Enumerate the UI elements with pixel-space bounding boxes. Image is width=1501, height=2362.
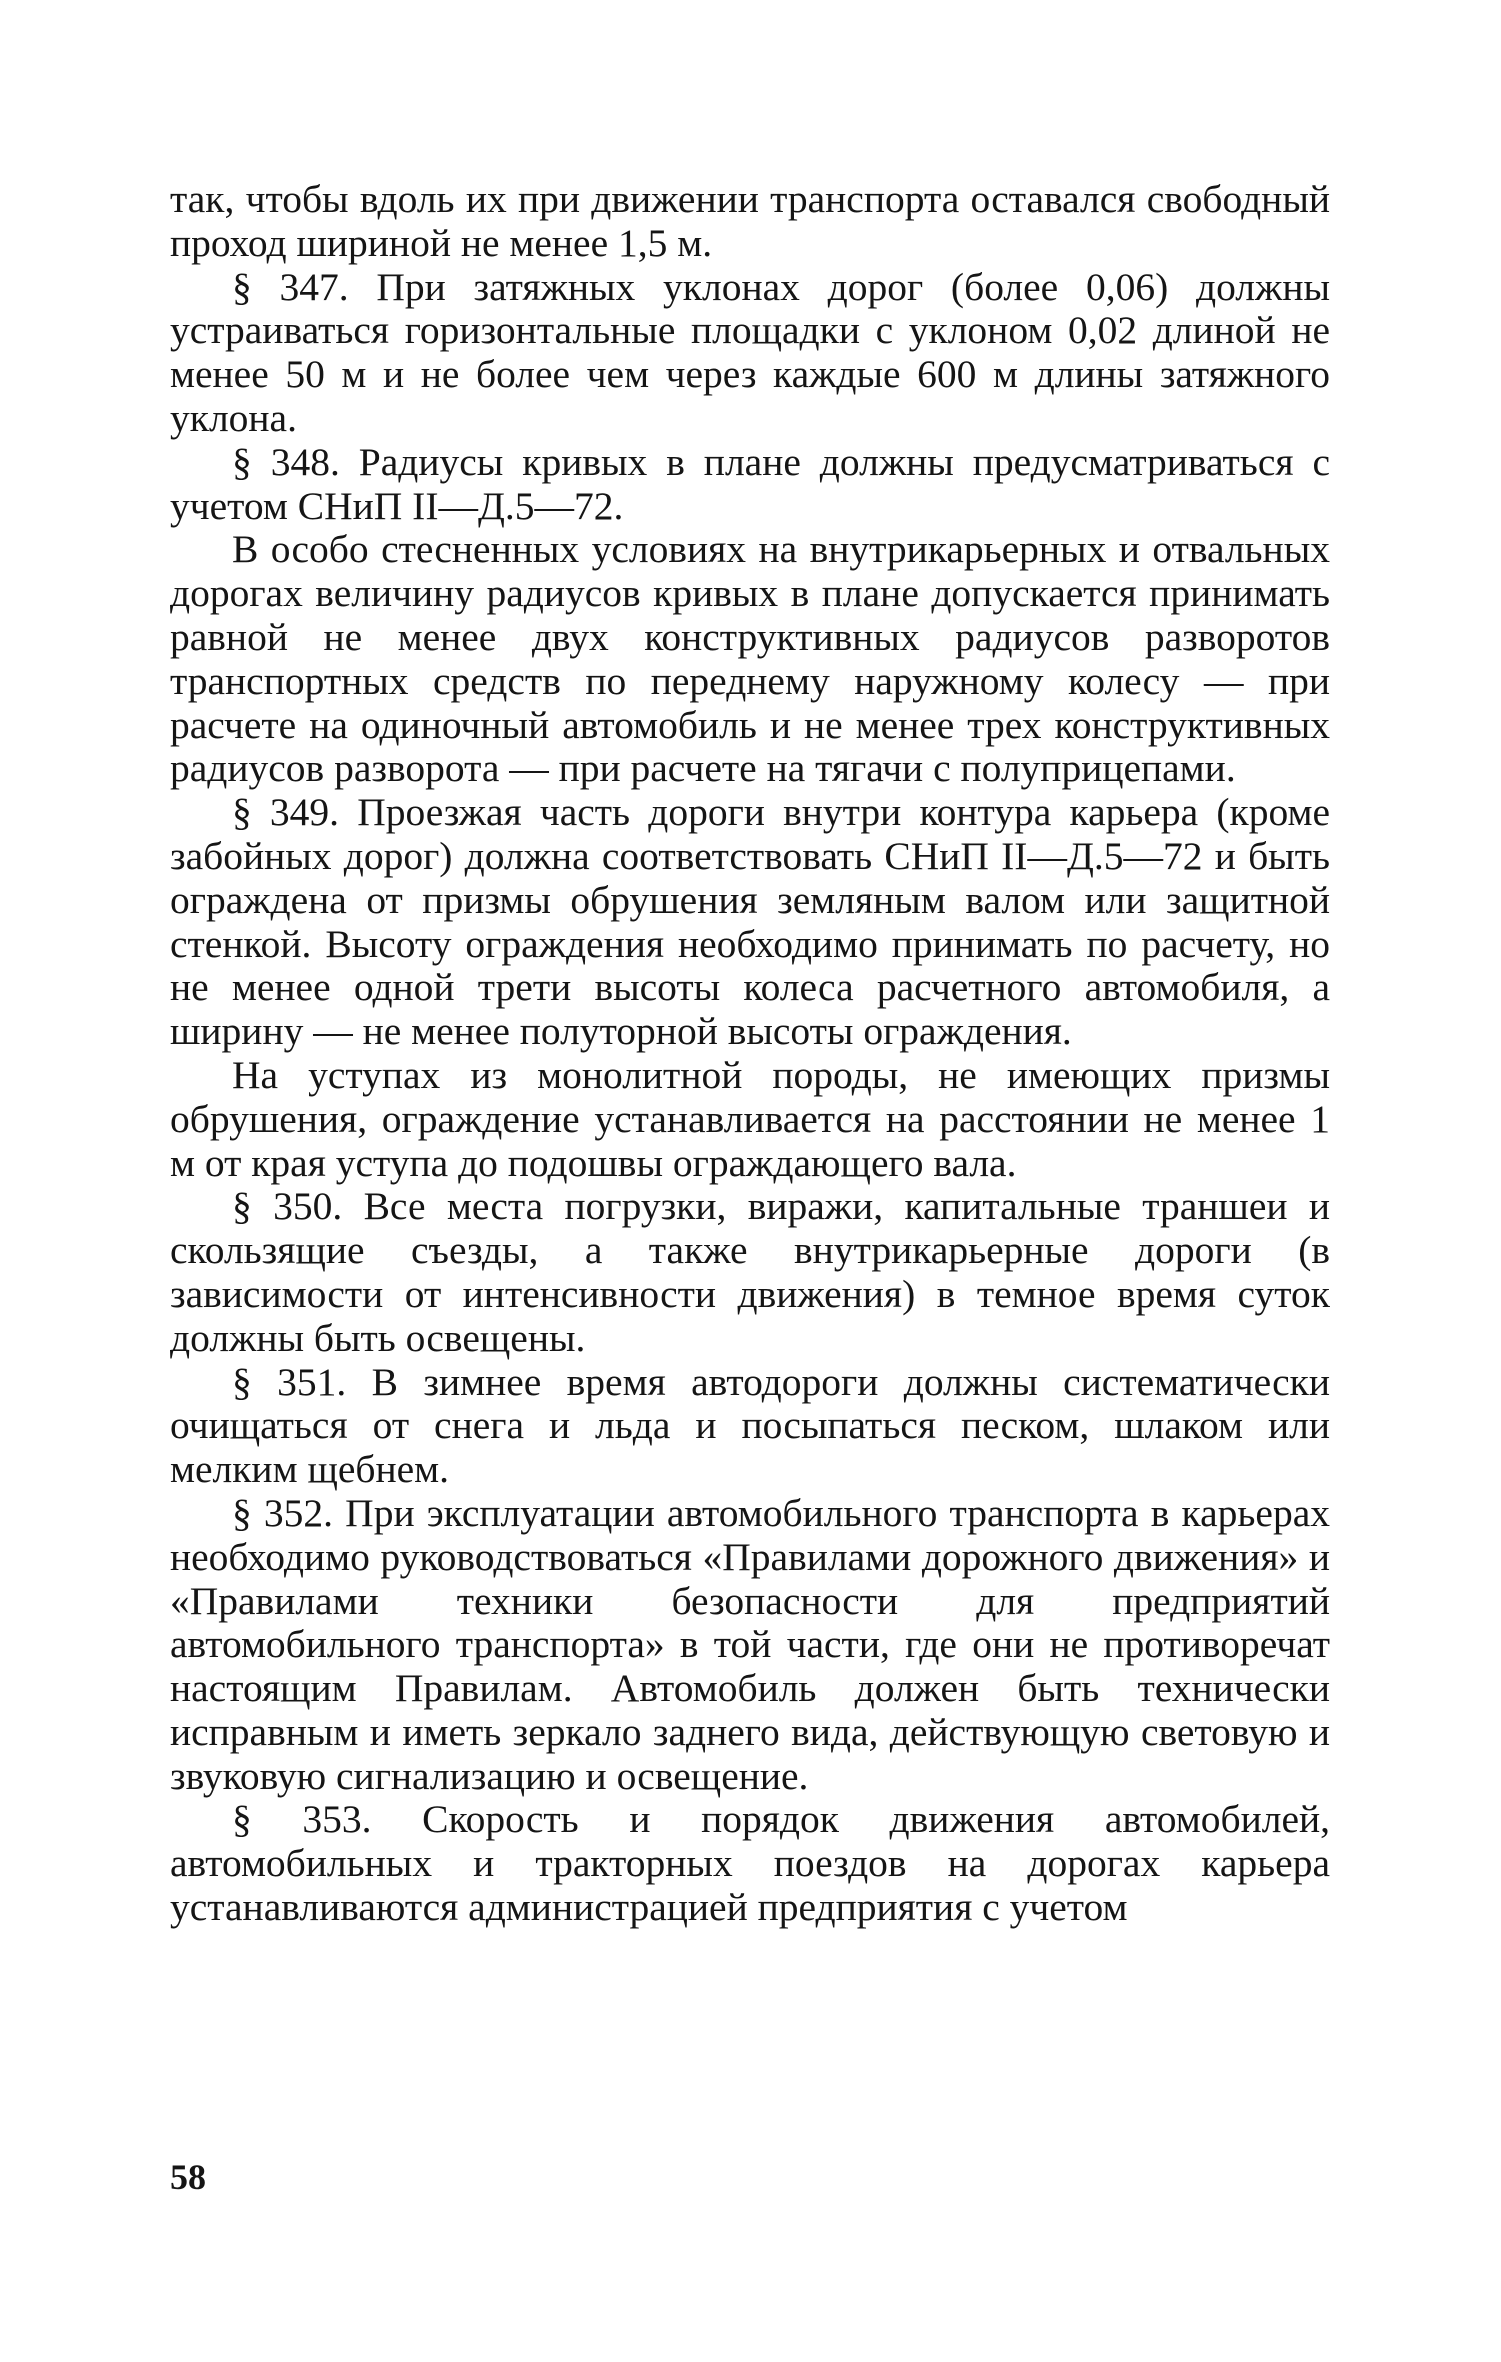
paragraph-349-cont: На уступах из монолитной породы, не имеющих призмы обрушения, ограждение устанавливается на расстоянии не менее 1 м от края уступа до подошвы ограждающего вала. xyxy=(170,1052,1330,1185)
paragraph-350: § 350. Все места погрузки, виражи, капитальные траншеи и скользящие съезды, а также внутрикарьерные дороги (в зависимости от интенсивности движения) в темное время суток должны быть освещены. xyxy=(170,1184,1330,1360)
page-body xyxy=(170,178,1330,1930)
page-number: 58 xyxy=(170,2157,206,2197)
paragraph-352: § 352. При эксплуатации автомобильного транспорта в карьерах необходимо руководствоваться «Правилами дорожного движения» и «Правилами техники безопасности для предприятий автомобильного транспорта» в той части, где они не противоречат настоящим Правилам. Автомобиль должен быть технически исправным и иметь зеркало заднего вида, действующую световую и звуковую сигнализацию и освещение. xyxy=(170,1490,1330,1798)
paragraph-349: § 349. Проезжая часть дороги внутри контура карьера (кроме забойных дорог) должна соответствовать СНиП II—Д.5—72 и быть ограждена от призмы обрушения земляным валом или защитной стенкой. Высоту ограждения необходимо принимать по расчету, но не менее одной трети высоты колеса расчетного автомобиля, а ширину — не менее полуторной высоты ограждения. xyxy=(170,790,1330,1054)
paragraph-353: § 353. Скорость и порядок движения автомобилей, автомобильных и тракторных поездов на дорогах карьера устанавливаются администрацией предприятия с учетом xyxy=(170,1797,1330,1930)
paragraph-348: § 348. Радиусы кривых в плане должны предусматриваться с учетом СНиП II—Д.5—72. xyxy=(170,439,1330,528)
paragraph-continuation: так, чтобы вдоль их при движении транспорта оставался свободный проход шириной не менее 1,5 м. xyxy=(170,177,1330,265)
paragraph-347: § 347. При затяжных уклонах дорог (более 0,06) должны устраиваться горизонтальные площадки с уклоном 0,02 длиной не менее 50 м и не более чем через каждые 600 м длины затяжного уклона. xyxy=(170,264,1330,440)
paragraph-348-cont: В особо стесненных условиях на внутрикарьерных и отвальных дорогах величину радиусов кривых в плане допускается принимать равной не менее двух конструктивных радиусов разворотов транспортных средств по переднему наружному колесу — при расчете на одиночный автомобиль и не менее трех конструктивных радиусов разворота — при расчете на тягачи с полуприцепами. xyxy=(170,527,1330,791)
paragraph-351: § 351. В зимнее время автодороги должны систематически очищаться от снега и льда и посыпаться песком, шлаком или мелким щебнем. xyxy=(170,1359,1330,1492)
